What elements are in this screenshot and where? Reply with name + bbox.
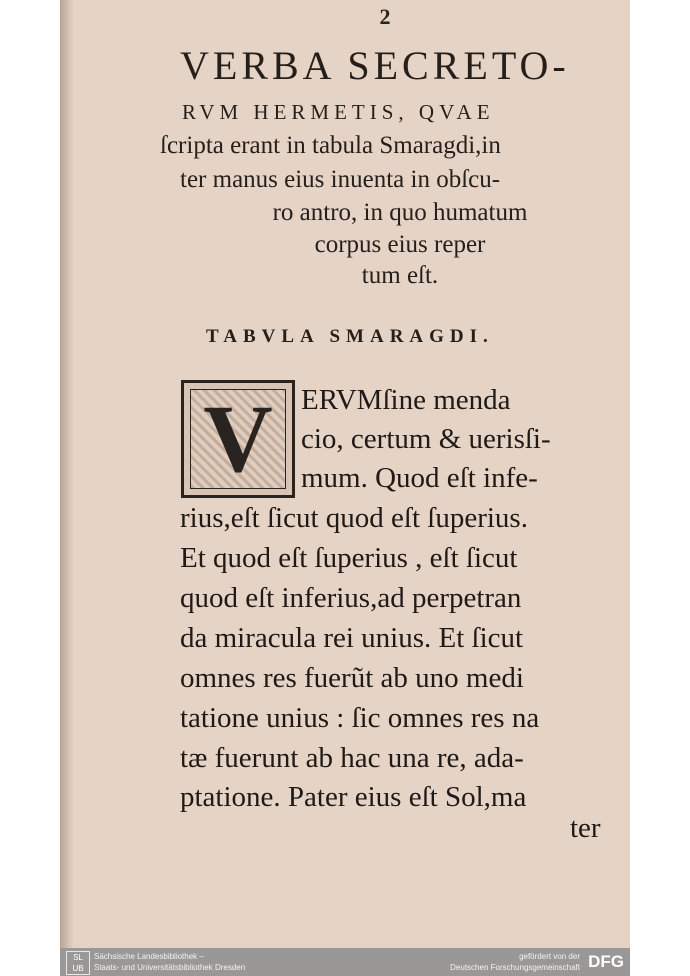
body-line: mum. Quod eſt infe-: [301, 462, 538, 494]
heading-line: tum eſt.: [361, 262, 439, 289]
body-line: tæ fuerunt ab hac una re, ada-: [180, 742, 524, 774]
body-line: cio, certum & uerisſi-: [301, 423, 551, 455]
library-logo-icon: SL UB: [66, 951, 90, 975]
body-line: da miracula rei unius. Et ſicut: [180, 622, 524, 654]
body-line: ptatione. Pater eius eſt Sol,ma: [180, 781, 527, 813]
heading-line: ſcripta erant in tabula Smaragdi,in: [160, 132, 501, 159]
body-line: Et quod eſt ſuperius , eſt ſicut: [180, 542, 518, 574]
section-title: TABVLA SMARAGDI.: [206, 326, 494, 347]
funding-line-2: Deutschen Forschungsgemeinschaft: [450, 963, 580, 972]
body-line: ERVMſine menda: [301, 384, 511, 416]
heading-line: corpus eius reper: [314, 231, 486, 258]
library-name-line-1: Sächsische Landesbibliothek –: [94, 952, 204, 961]
library-credit: [94, 951, 245, 973]
initial-letter: V: [203, 385, 273, 492]
library-name-line-2: Staats- und Universitätsbibliothek Dresden: [94, 963, 246, 972]
catchword: ter: [570, 812, 601, 844]
funding-credit: [450, 951, 580, 973]
title-line-2: RVM HERMETIS, QVAE: [182, 100, 495, 124]
heading-line: ro antro, in quo humatum: [272, 199, 528, 226]
body-line: omnes res fuerũt ab uno medi: [180, 662, 524, 694]
page-number: 2: [379, 4, 391, 29]
funding-line-1: gefördert von der: [519, 952, 580, 961]
decorated-initial: [181, 380, 295, 498]
gutter-shadow: [60, 0, 74, 948]
body-line: quod eſt inferius,ad perpetran: [180, 582, 522, 614]
dfg-logo: DFG: [588, 952, 624, 971]
title-line-1: VERBA SECRETO-: [180, 43, 570, 88]
body-line: rius,eſt ſicut quod eſt ſuperius.: [180, 502, 528, 534]
footer-bar: [60, 948, 630, 976]
body-line: tatione unius : ſic omnes res na: [180, 702, 540, 734]
heading-line: ter manus eius inuenta in obſcu-: [180, 166, 501, 193]
